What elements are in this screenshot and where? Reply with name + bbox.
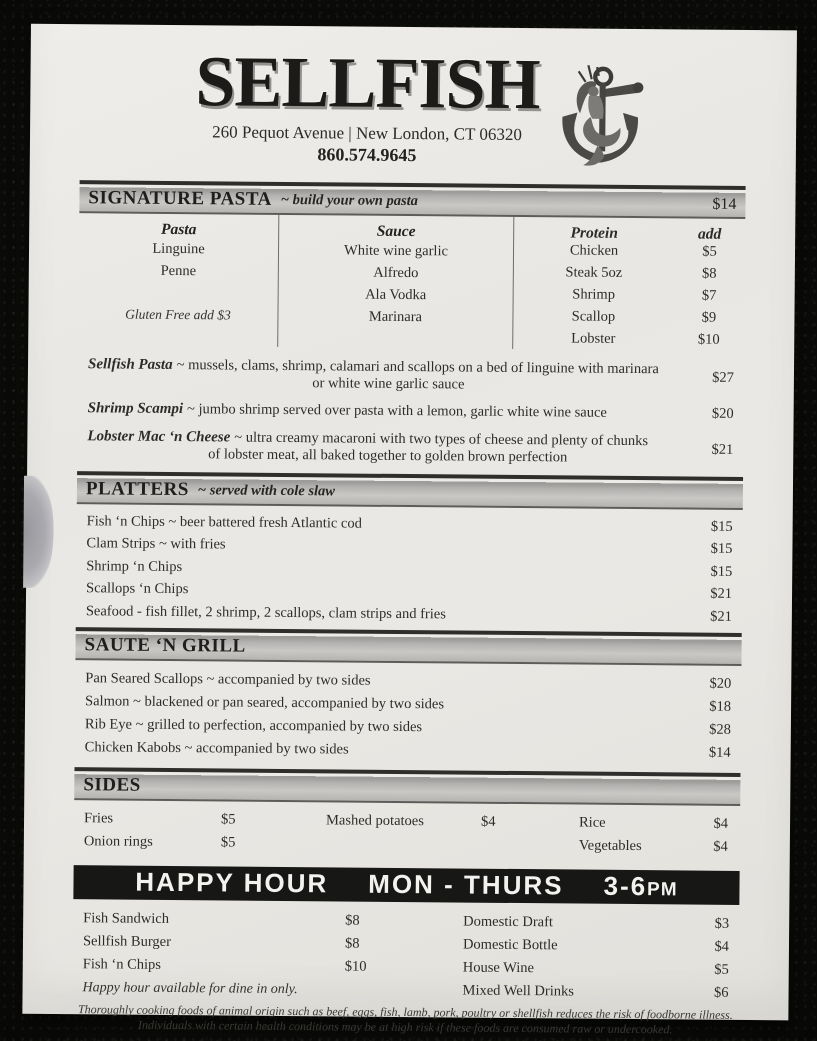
price: $15	[710, 518, 733, 535]
restaurant-address: 260 Pequot Avenue | New London, CT 06320	[212, 122, 522, 145]
section-title: SAUTE ‘N GRILL	[84, 633, 246, 657]
item-name: Scallops ‘n Chips	[86, 580, 189, 598]
item-name: Fish ‘n Chips	[82, 955, 162, 973]
price: $21	[710, 608, 732, 625]
restaurant-phone: 860.574.9645	[317, 144, 417, 166]
item-name: Rib Eye ~ grilled to perfection, accompanied by two sides	[84, 715, 423, 735]
price: $4	[713, 838, 728, 855]
protein-option: Shrimp	[572, 286, 616, 303]
item-name: Onion rings	[83, 832, 153, 850]
spacer	[481, 833, 579, 857]
item-name: Domestic Draft	[463, 913, 554, 930]
price: $8	[345, 912, 360, 929]
item-name: Mashed potatoes	[325, 811, 424, 829]
price: $6	[714, 984, 729, 1001]
section-price: $14	[712, 195, 737, 213]
dish-description-line2: or white wine garlic sauce	[312, 374, 465, 393]
section-title: PLATTERS	[85, 478, 189, 501]
protein-option: Steak 5oz	[565, 264, 623, 281]
happy-hour-food-column	[82, 907, 413, 1002]
price: $21	[710, 585, 733, 603]
dish-description-line2: of lobster meat, all baked together to golden brown perfection	[208, 445, 568, 465]
menu-item-row	[463, 910, 729, 935]
sauce-option: Marinara	[368, 308, 423, 326]
pasta-column	[78, 213, 279, 347]
menu-item-row	[462, 979, 728, 1004]
price: $15	[710, 540, 733, 558]
section-title: SIDES	[83, 773, 141, 796]
happy-hour-time-value: 3-6	[603, 870, 648, 902]
menu-item-row	[463, 956, 729, 981]
dish-description: ~ mussels, clams, shrimp, calamari and scallops on a bed of linguine with marinara	[176, 357, 659, 378]
happy-hour-time	[603, 871, 677, 903]
item-name: Domestic Bottle	[462, 936, 558, 953]
item-name: Salmon ~ blackened or pan seared, accompanied by two sides	[85, 692, 445, 712]
column-header: Protein	[570, 224, 618, 242]
price: $10	[344, 958, 367, 975]
happy-hour-time-suffix: PM	[647, 879, 678, 901]
price: $4	[480, 813, 496, 830]
item-name: Rice	[578, 814, 606, 831]
dish-name: Shrimp Scampi	[87, 400, 184, 418]
protein-option: Scallop	[571, 308, 616, 325]
spacer	[326, 832, 481, 856]
column-header: Sauce	[376, 222, 416, 241]
price: $5	[714, 961, 729, 978]
price: $5	[220, 833, 236, 851]
pasta-option: Linguine	[152, 240, 205, 258]
price: $18	[709, 698, 732, 715]
item-name: Shrimp ‘n Chips	[86, 557, 183, 575]
price: $27	[712, 369, 735, 386]
column-header-add: add	[697, 225, 722, 243]
sauce-option: White wine garlic	[344, 242, 449, 260]
section-signature-pasta	[77, 180, 745, 467]
item-name: Chicken Kabobs ~ accompanied by two sides	[84, 738, 349, 758]
protein-price: $7	[701, 287, 717, 304]
protein-column	[513, 217, 745, 351]
price: $8	[344, 935, 360, 952]
item-name: Fish ‘n Chips ~ beer battered fresh Atlantic cod	[86, 512, 362, 532]
section-title: SIGNATURE PASTA	[88, 187, 272, 210]
section-platters	[76, 471, 743, 628]
menu-item-row	[77, 428, 743, 467]
gluten-free-note: Gluten Free add $3	[125, 306, 231, 323]
price: $3	[714, 915, 730, 932]
protein-price: $9	[701, 309, 717, 326]
sauce-option: Ala Vodka	[365, 286, 427, 304]
menu-item-row	[78, 356, 744, 395]
menu-page	[22, 24, 797, 1036]
item-name: Fish Sandwich	[83, 909, 170, 927]
sauce-column	[278, 215, 514, 349]
section-sides	[74, 767, 741, 867]
price: $4	[714, 938, 730, 955]
protein-price: $5	[702, 243, 717, 260]
happy-hour-title: HAPPY HOUR	[135, 866, 329, 899]
protein-option: Chicken	[569, 242, 619, 259]
menu-item-row	[83, 907, 413, 933]
restaurant-logo-text: SELLFISH	[195, 41, 540, 125]
item-name: Fries	[84, 809, 114, 826]
dish-description: ~ jumbo shrimp served over pasta with a lemon, garlic white wine sauce	[187, 401, 607, 422]
menu-item-row	[83, 930, 413, 956]
price: $28	[709, 721, 731, 738]
section-subtitle: ~ build your own pasta	[280, 191, 419, 210]
item-name: Mixed Well Drinks	[462, 982, 574, 1000]
sides-grid	[74, 800, 741, 867]
spacer	[79, 281, 278, 305]
price: $21	[711, 441, 734, 458]
sauce-option: Alfredo	[373, 264, 419, 282]
disclaimer-line1: Thoroughly cooking foods of animal origin such as beef, eggs, fish, lamb, pork, poultry or shellfish reduces the risk of foodborne illness.	[77, 1001, 733, 1022]
menu-item-row	[78, 400, 744, 423]
build-your-own-pasta-table	[78, 213, 745, 351]
price: $20	[711, 405, 734, 422]
menu-item-row	[463, 933, 729, 958]
section-happy-hour	[72, 865, 739, 1005]
dish-description: ~ ultra creamy macaroni with two types of cheese and plenty of chunks	[234, 429, 649, 450]
price: $4	[713, 815, 729, 832]
happy-hour-note: Happy hour available for dine in only.	[82, 979, 298, 997]
section-saute-n-grill	[75, 627, 742, 773]
menu-item-row	[75, 736, 741, 765]
section-subtitle: ~ served with cole slaw	[197, 482, 336, 500]
happy-hour-banner	[73, 865, 739, 905]
item-name: Clam Strips ~ with fries	[86, 535, 226, 553]
price: $20	[709, 675, 732, 692]
menu-item-row	[76, 600, 742, 628]
menu-header	[30, 41, 797, 171]
item-name: Seafood - fish fillet, 2 shrimp, 2 scallops, clam strips and fries	[85, 602, 446, 623]
disclaimer-line2: Individuals with certain health conditions may be at high risk if these foods are consumed raw or undercooked.	[138, 1017, 673, 1036]
item-name: House Wine	[462, 959, 535, 976]
dish-name: Lobster Mac ‘n Cheese	[87, 428, 231, 446]
mermaid-anchor-icon	[550, 62, 651, 177]
price: $5	[220, 810, 236, 828]
happy-hour-days: MON - THURS	[368, 868, 564, 901]
dish-name: Sellfish Pasta	[87, 356, 173, 373]
menu-item-row	[83, 953, 413, 979]
item-name: Vegetables	[578, 837, 642, 854]
price: $15	[710, 563, 733, 580]
price: $14	[708, 744, 731, 761]
item-name: Sellfish Burger	[82, 932, 172, 950]
protein-option: Lobster	[571, 330, 616, 347]
protein-price: $8	[702, 265, 717, 282]
happy-hour-drinks-column	[462, 910, 729, 1004]
pasta-option: Penne	[160, 262, 197, 280]
protein-price: $10	[697, 331, 720, 348]
column-header: Pasta	[160, 220, 197, 239]
health-disclaimer	[72, 1002, 738, 1038]
item-name: Pan Seared Scallops ~ accompanied by two sides	[85, 669, 371, 689]
